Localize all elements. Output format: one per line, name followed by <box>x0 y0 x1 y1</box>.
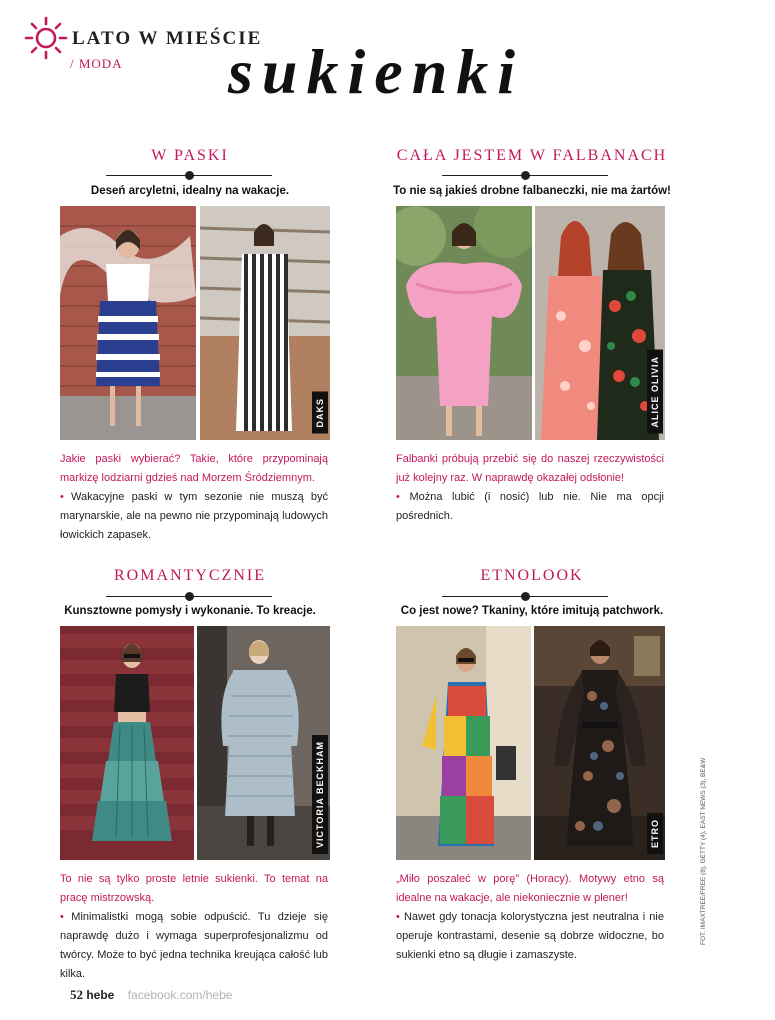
section-heading: ROMANTYCZNIE <box>114 567 266 584</box>
section-heading: ETNOLOOK <box>480 567 584 584</box>
sun-icon <box>24 16 68 60</box>
photo-alice-olivia <box>535 206 665 440</box>
section-subheading: Deseń arcyletni, idealny na wakacje. <box>90 185 290 197</box>
divider <box>106 591 272 603</box>
photo-patchwork-dress <box>396 626 531 860</box>
lead-paragraph: To nie są tylko proste letnie sukienki. To temat na pracę mistrzowską. <box>60 873 328 904</box>
photo-daks <box>200 206 330 440</box>
lead-paragraph: Jakie paski wybierać? Takie, które przypominają markizę lodziarni gdzieś nad Morzem Śródziemnym. <box>60 453 328 484</box>
rubric: / MODA <box>70 56 123 71</box>
photo-striped-skirt <box>60 206 196 440</box>
section-text <box>60 870 328 984</box>
footer <box>70 987 232 1003</box>
photo-pink-ruffle-dress <box>396 206 532 440</box>
section-subheading: To nie są jakieś drobne falbaneczki, nie ma żartów! <box>393 185 671 197</box>
section-text <box>60 450 328 545</box>
bullet-text: Wakacyjne paski w tym sezonie nie muszą być marynarskie, ale na pewno nie przypominają ludowych łowickich zapasek. <box>60 491 329 541</box>
kicker: LATO W MIEŚCIE <box>72 28 263 49</box>
photo-credit: FOT. IMAXTREE/FREE (8), GETTY (4), EAST NEWS (3), BE&W <box>700 757 707 945</box>
bullet-icon: • <box>60 491 64 503</box>
lead-paragraph: Falbanki próbują przebić się do naszej rzeczywistości już kolejny raz. W naprawdę okazałej odsłonie! <box>396 453 664 484</box>
bullet-icon: • <box>396 911 400 923</box>
bullet-text: Minimalistki mogą sobie odpuścić. Tu dzieje się naprawdę dużo i wymaga superprofesjonalizmu od twórcy. Może to być jedna technika kreująca całość lub kilka. <box>60 911 328 980</box>
section-heading: CAŁA JESTEM W FALBANACH <box>396 147 668 164</box>
photo-tiered-skirt <box>60 626 194 860</box>
social-link[interactable]: facebook.com/hebe <box>127 988 233 1002</box>
magazine-name: hebe <box>86 988 115 1002</box>
photo-label: ALICE OLIVIA <box>647 350 663 434</box>
section-subheading: Co jest nowe? Tkaniny, które imitują patchwork. <box>400 605 664 617</box>
bullet-text: Można lubić (i nosić) lub nie. Nie ma opcji pośrednich. <box>396 491 664 522</box>
section-text <box>396 450 664 526</box>
section-text <box>396 870 664 965</box>
page-number: 52 <box>70 987 83 1002</box>
section-heading: W PASKI <box>151 147 229 164</box>
section-subheading: Kunsztowne pomysły i wykonanie. To kreacje. <box>64 605 316 617</box>
divider <box>442 591 608 603</box>
photo-label: DAKS <box>312 392 328 434</box>
bullet-icon: • <box>60 911 64 923</box>
bullet-text: Nawet gdy tonacja kolorystyczna jest neutralna i nie operuje kontrastami, desenie są dobrze widoczne, bo sukienki etno są długie i zamaszyste. <box>396 911 664 961</box>
page-title: sukienki <box>228 36 525 107</box>
lead-paragraph: „Miło poszaleć w porę” (Horacy). Motywy etno są idealne na wakacje, ale niekoniecznie w plener! <box>396 873 664 904</box>
photo-victoria-beckham <box>197 626 330 860</box>
photo-label: ETRO <box>647 813 663 854</box>
divider <box>442 170 608 182</box>
bullet-icon: • <box>396 491 400 503</box>
photo-etro <box>534 626 665 860</box>
divider <box>106 170 272 182</box>
photo-label: VICTORIA BECKHAM <box>312 735 328 854</box>
